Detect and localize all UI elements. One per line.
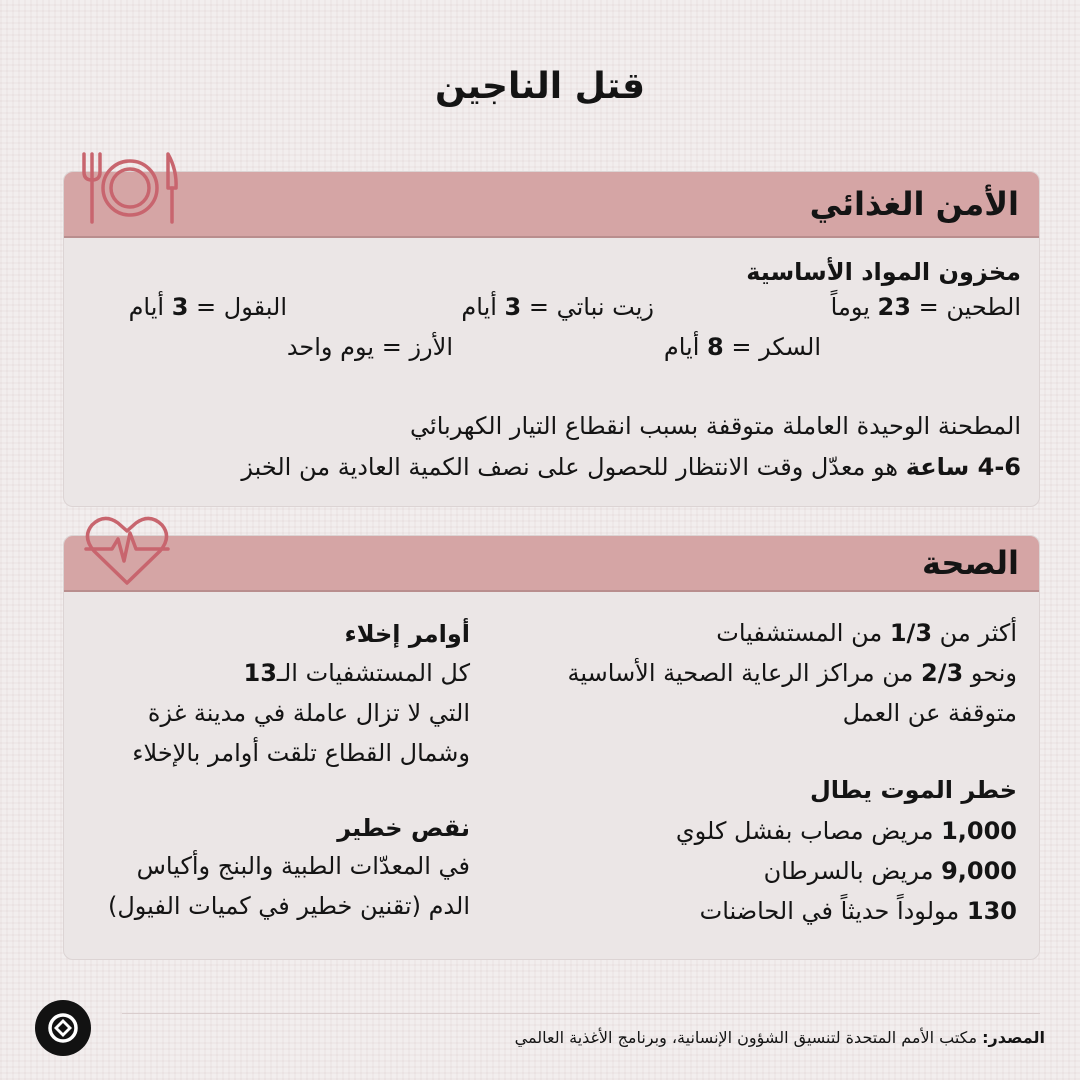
death-risk-cancer: 9,000 مريض بالسرطان <box>763 857 1017 885</box>
health-card <box>63 535 1040 960</box>
bread-wait: 4-6 ساعة هو معدّل وقت الانتظار للحصول على نصف الكمية العادية من الخبز <box>241 453 1021 481</box>
shortage-title: نقص خطير <box>337 814 470 842</box>
rice-item: الأرز = يوم واحد <box>286 333 453 361</box>
death-risk-newborns: 130 مولوداً حديثاً في الحاضنات <box>699 897 1017 925</box>
shortage-line-2: الدم (تقنين خطير في كميات الفيول) <box>107 892 470 920</box>
food-security-header <box>64 172 1039 238</box>
clinics-stat: ونحو 2/3 من مراكز الرعاية الصحية الأساسية <box>567 659 1017 687</box>
food-security-card <box>63 171 1040 507</box>
stock-title: مخزون المواد الأساسية <box>746 258 1021 286</box>
footer-divider <box>122 1013 1040 1014</box>
evacuation-line-3: وشمال القطاع تلقت أوامر بالإخلاء <box>132 739 470 767</box>
out-of-service: متوقفة عن العمل <box>842 699 1017 727</box>
legumes-item: البقول = 3 أيام <box>128 293 287 321</box>
oil-item: زيت نباتي = 3 أيام <box>461 293 654 321</box>
food-security-title: الأمن الغذائي <box>809 185 1019 223</box>
health-header <box>64 536 1039 592</box>
food-icon-group <box>80 150 180 226</box>
page-title: قتل الناجين <box>434 66 646 107</box>
death-risk-title: خطر الموت يطال <box>809 776 1017 804</box>
death-risk-kidney: 1,000 مريض مصاب بفشل كلوي <box>675 817 1017 845</box>
fork-icon <box>84 154 100 222</box>
brand-logo[interactable] <box>35 1000 91 1056</box>
evacuation-line-2: التي لا تزال عاملة في مدينة غزة <box>147 699 470 727</box>
heart-pulse-icon <box>84 515 170 587</box>
plate-icon <box>103 161 157 215</box>
knife-icon <box>168 154 176 222</box>
sugar-item: السكر = 8 أيام <box>663 333 821 361</box>
evacuation-line-1: كل المستشفيات الـ13 <box>243 659 470 687</box>
mill-status: المطحنة الوحيدة العاملة متوقفة بسبب انقطاع التيار الكهربائي <box>410 412 1021 440</box>
hospitals-stat: أكثر من 1/3 من المستشفيات <box>716 619 1017 647</box>
source-credit: المصدر: مكتب الأمم المتحدة لتنسيق الشؤون الإنسانية، وبرنامج الأغذية العالمي <box>514 1028 1045 1047</box>
evacuation-title: أوامر إخلاء <box>344 620 470 648</box>
shortage-line-1: في المعدّات الطبية والبنج وأكياس <box>136 852 470 880</box>
health-title: الصحة <box>922 544 1019 582</box>
logo-icon <box>46 1011 80 1045</box>
flour-item: الطحين = 23 يوماً <box>830 293 1021 321</box>
